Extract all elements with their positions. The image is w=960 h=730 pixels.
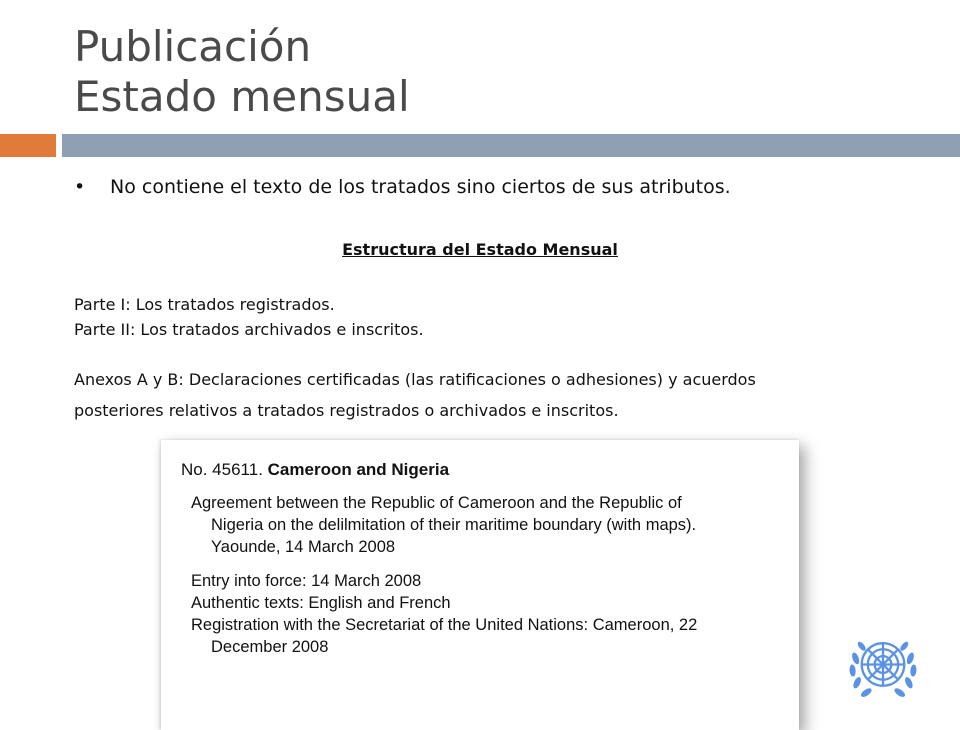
slide-title	[74, 22, 410, 122]
annex-line-1: Anexos A y B: Declaraciones certificadas (las ratificaciones o adhesiones) y acuerdos	[74, 370, 756, 389]
title-line-2: Estado mensual	[74, 72, 410, 121]
treaty-agreement	[191, 492, 696, 558]
part-1-text: Parte I: Los tratados registrados.	[74, 295, 335, 314]
treaty-document-excerpt	[161, 440, 799, 730]
un-emblem-icon	[845, 628, 921, 704]
annex-paragraph	[74, 364, 894, 426]
registration-line-1: Registration with the Secretariat of the United Nations: Cameroon, 22	[191, 616, 698, 634]
title-line-1: Publicación	[74, 22, 312, 71]
bullet-text: No contiene el texto de los tratados sino ciertos de sus atributos.	[110, 176, 731, 198]
authentic-texts: Authentic texts: English and French	[191, 594, 451, 612]
entry-into-force: Entry into force: 14 March 2008	[191, 572, 422, 590]
accent-bar-blue	[62, 134, 960, 157]
annex-line-2: posteriores relativos a tratados registrados o archivados e inscritos.	[74, 401, 619, 420]
bullet-item	[74, 176, 731, 198]
treaty-parties: Cameroon and Nigeria	[267, 460, 450, 479]
agreement-line-2: Nigeria on the delilmitation of their maritime boundary (with maps).	[211, 516, 697, 534]
bullet-dot: •	[74, 176, 86, 198]
treaty-heading	[181, 460, 449, 480]
agreement-line-1: Agreement between the Republic of Cameroon and the Republic of	[191, 494, 682, 512]
part-2-text: Parte II: Los tratados archivados e inscritos.	[74, 320, 424, 339]
registration-line-2: December 2008	[211, 638, 329, 656]
agreement-line-3: Yaounde, 14 March 2008	[211, 538, 396, 556]
treaty-number: No. 45611.	[181, 460, 263, 479]
parts-list	[74, 292, 424, 342]
section-subheading: Estructura del Estado Mensual	[342, 240, 618, 259]
treaty-details	[191, 570, 697, 658]
accent-bar-orange	[0, 134, 56, 157]
